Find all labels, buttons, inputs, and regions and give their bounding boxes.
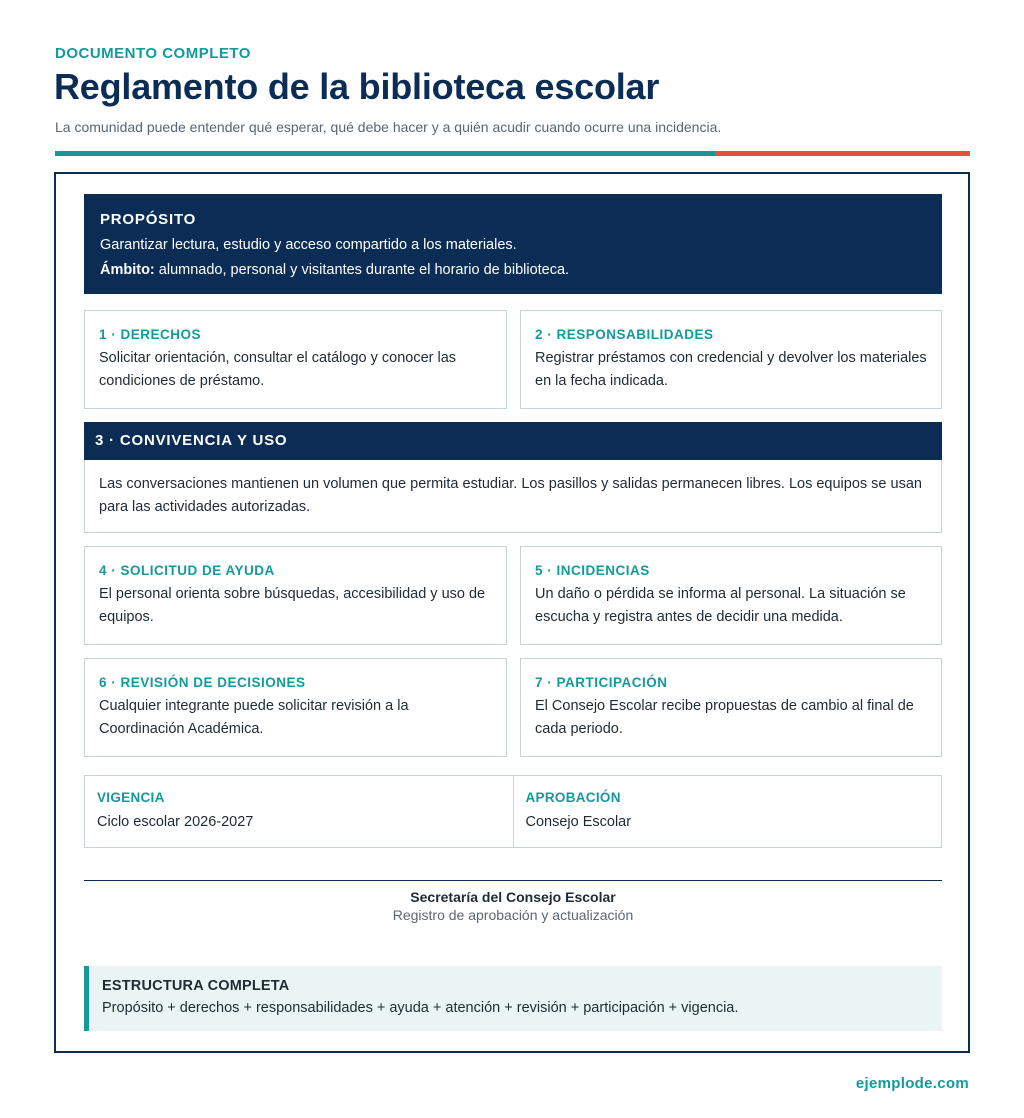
approval-value: Consejo Escolar xyxy=(525,814,632,830)
rights-heading: 1 · DERECHOS xyxy=(99,327,202,342)
coexistence-heading: 3 · CONVIVENCIA Y USO xyxy=(84,422,942,460)
signature-line xyxy=(84,880,942,881)
scope-label: Ámbito: xyxy=(100,262,155,278)
participation-heading: 7 · PARTICIPACIÓN xyxy=(535,675,668,690)
purpose-panel xyxy=(84,194,942,294)
scope-text: alumnado, personal y visitantes durante el horario de biblioteca. xyxy=(154,262,570,278)
review-body: Cualquier integrante puede solicitar revisión a la Coordinación Académica. xyxy=(99,698,409,737)
review-card xyxy=(84,658,507,757)
document-frame xyxy=(54,172,970,1053)
purpose-scope xyxy=(100,262,926,278)
purpose-text: Garantizar lectura, estudio y acceso compartido a los materiales. xyxy=(100,237,517,253)
validity-cell xyxy=(85,776,513,847)
responsibilities-heading: 2 · RESPONSABILIDADES xyxy=(535,327,714,342)
purpose-heading: PROPÓSITO xyxy=(100,211,197,228)
review-heading: 6 · REVISIÓN DE DECISIONES xyxy=(99,675,306,690)
header-rule-teal xyxy=(55,151,715,156)
approval-cell xyxy=(513,776,942,847)
document-eyebrow: DOCUMENTO COMPLETO xyxy=(55,45,251,62)
rights-body: Solicitar orientación, consultar el catálogo y conocer las condiciones de préstamo. xyxy=(99,350,457,389)
signature-block xyxy=(84,889,942,923)
help-card xyxy=(84,546,507,645)
validity-label: VIGENCIA xyxy=(97,790,165,805)
brand-link[interactable]: ejemplode.com xyxy=(855,1075,969,1092)
help-heading: 4 · SOLICITUD DE AYUDA xyxy=(99,563,275,578)
meta-table xyxy=(84,775,942,848)
structure-note xyxy=(84,966,942,1031)
coexistence-body: Las conversaciones mantienen un volumen que permita estudiar. Los pasillos y salidas permanecen libres. Los equipos se usan para las actividades autorizadas. xyxy=(84,460,942,533)
rights-card xyxy=(84,310,507,409)
participation-body: El Consejo Escolar recibe propuestas de cambio al final de cada periodo. xyxy=(535,698,914,737)
approval-label: APROBACIÓN xyxy=(525,790,621,805)
page-title: Reglamento de la biblioteca escolar xyxy=(54,66,660,107)
incidents-card xyxy=(520,546,942,645)
responsibilities-card xyxy=(520,310,942,409)
incidents-heading: 5 · INCIDENCIAS xyxy=(535,563,650,578)
signature-role: Registro de aprobación y actualización xyxy=(392,907,634,923)
note-body: Propósito + derechos + responsabilidades + ayuda + atención + revisión + participación + vigencia. xyxy=(102,1000,739,1016)
incidents-body: Un daño o pérdida se informa al personal. La situación se escucha y registra antes de decidir una medida. xyxy=(535,586,906,625)
responsibilities-body: Registrar préstamos con credencial y devolver los materiales en la fecha indicada. xyxy=(535,350,927,389)
participation-card xyxy=(520,658,942,757)
header-rule-red xyxy=(715,151,970,156)
validity-value: Ciclo escolar 2026-2027 xyxy=(97,814,254,830)
signature-name: Secretaría del Consejo Escolar xyxy=(410,889,616,905)
help-body: El personal orienta sobre búsquedas, accesibilidad y uso de equipos. xyxy=(99,586,486,625)
page-subtitle: La comunidad puede entender qué esperar, qué debe hacer y a quién acudir cuando ocurre una incidencia. xyxy=(55,119,722,135)
note-heading: ESTRUCTURA COMPLETA xyxy=(102,978,290,994)
